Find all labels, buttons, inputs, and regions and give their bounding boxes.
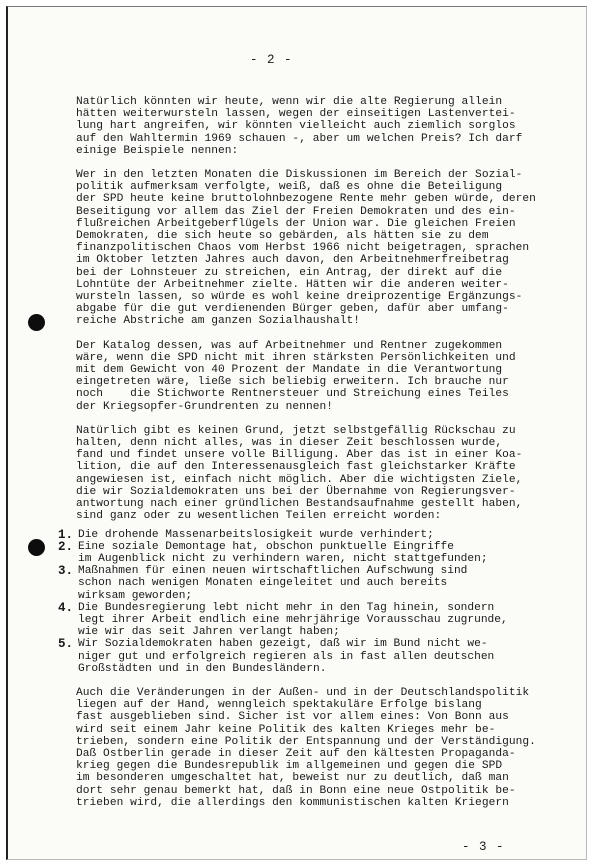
- page-number-bottom: - 3 -: [462, 840, 505, 854]
- paragraph-catalog: Der Katalog dessen, was auf Arbeitnehmer und Rentner zugekommen wäre, wenn die SPD nicht mit ihren stärksten Persönlichkeiten und mit dem Gewicht von 40 Prozent der Mandate in die Verantwortung eingetreten wäre, ließe sich beliebig erweitern. Ich brauche nur noch die Stichworte Rentnersteuer und Streichung eines Teiles der Kriegsopfer-Grundrenten zu nennen!: [76, 339, 516, 413]
- list-item-text: Maßnahmen für einen neuen wirtschaftlichen Aufschwung sind schon nach wenigen Monaten eingeleitet und auch bereits wirksam geworden;: [78, 565, 468, 602]
- paragraph-social-policy: Wer in den letzten Monaten die Diskussionen im Bereich der Sozial- politik aufmerksam verfolgte, weiß, daß es ohne die Beteiligung der SPD heute keine bruttolohnbezogene Rente mehr geben würde, deren Beseitigung vor allem das Ziel der Freien Demokraten und des ein- flußreichen Arbeitgeberflügels der Union war. Die gleichen Freien Demokraten, die sich heute so gebärden, als hätten sie zu dem finanzpolitischen Chaos vom Herbst 1966 nicht beigetragen, sprachen im Oktober letzten Jahres auch davon, den Arbeitnehmerfreibetrag bei der Lohnsteuer zu streichen, ein Antrag, der direkt auf die Lohntüte der Arbeitnehmer zielte. Hätten wir die anderen weiter- wursteln lassen, so würde es wohl keine dreiprozentige Ergänzungs- abgabe für die gut verdienenden Bürger geben, dafür aber umfang- reiche Abstriche am ganzen Sozialhaushalt!: [76, 169, 536, 328]
- list-item: [58, 600, 556, 639]
- paragraph-foreign-policy: Auch die Veränderungen in der Außen- und in der Deutschlandspolitik liegen auf der Hand, wenngleich spektakuläre Erfolge bislang fast ausgeblieben sind. Sicher ist vor allem eines: Von Bonn aus wird seit einem Jahr keine Politik des kalten Krieges mehr be- trieben, sondern eine Politik der Entspannung und der Verständigung. Daß Ostberlin gerade in dieser Zeit auf den kältesten Propaganda- krieg gegen die Bundesrepublik im allgemeinen und gegen die SPD im besonderen umgeschaltet hat, beweist nur zu deutlich, daß man dort sehr genau bemerkt hat, daß in Bonn eine neue Ostpolitik be- trieben wird, die allerdings den kommunistischen kalten Kriegern: [76, 686, 536, 809]
- list-item: [58, 527, 556, 542]
- list-marker: 4.: [58, 600, 74, 615]
- list-item: [58, 637, 556, 675]
- list-item-text: Die Bundesregierung lebt nicht mehr in den Tag hinein, sondern legt ihrer Arbeit endlich eine mehrjährige Vorausschau zugrunde, wie wir das seit Jahren verlangt haben;: [78, 601, 508, 639]
- paragraph-intro: Natürlich könnten wir heute, wenn wir die alte Regierung allein hätten weiterwursteln lassen, wegen der einseitigen Lastenvertei- lung hart angreifen, wir könnten vielleicht auch ziemlich sorglos auf den Wahltermin 1969 schauen -, aber um welchen Preis? Ich darf einige Beispiele nennen:: [76, 96, 523, 157]
- list-item: [58, 564, 556, 602]
- list-marker: 5.: [58, 637, 74, 652]
- list-marker: 3.: [58, 564, 74, 579]
- punch-hole-upper: [28, 314, 45, 331]
- punch-hole-lower: [28, 539, 45, 556]
- paragraph-goals: Natürlich gibt es keinen Grund, jetzt selbstgefällig Rückschau zu halten, denn nicht alles, was in dieser Zeit beschlossen wurde, fand und findet unsere volle Billigung. Aber das ist in einer Koa- lition, die auf den Interessenausgleich fast gleichstarker Kräfte angewiesen ist, einfach nicht möglich. Aber die wichtigsten Ziele, die wir Sozialdemokraten uns bei der Übernahme von Regierungsver- antwortung nach einer gründlichen Bestandsaufnahme gestellt haben, sind ganz oder zu wesentlichen Teilen erreicht worden:: [76, 424, 523, 523]
- list-marker: 1.: [58, 527, 74, 542]
- list-item-text: Wir Sozialdemokraten haben gezeigt, daß wir im Bund nicht we- niger gut und erfolgreich regieren als in fast allen deutschen Großstädten und in den Bundesländern.: [78, 638, 495, 675]
- list-item-text: Die drohende Massenarbeitslosigkeit wurde verhindert;: [78, 528, 434, 541]
- goals-list: [58, 527, 556, 675]
- list-item-text: Eine soziale Demontage hat, obschon punktuelle Eingriffe im Augenblick nicht zu verhindern waren, nicht stattgefunden;: [78, 540, 488, 565]
- list-marker: 2.: [58, 539, 74, 554]
- document-body: [58, 96, 556, 809]
- page-number-top: - 2 -: [250, 53, 293, 67]
- list-item: [58, 539, 556, 565]
